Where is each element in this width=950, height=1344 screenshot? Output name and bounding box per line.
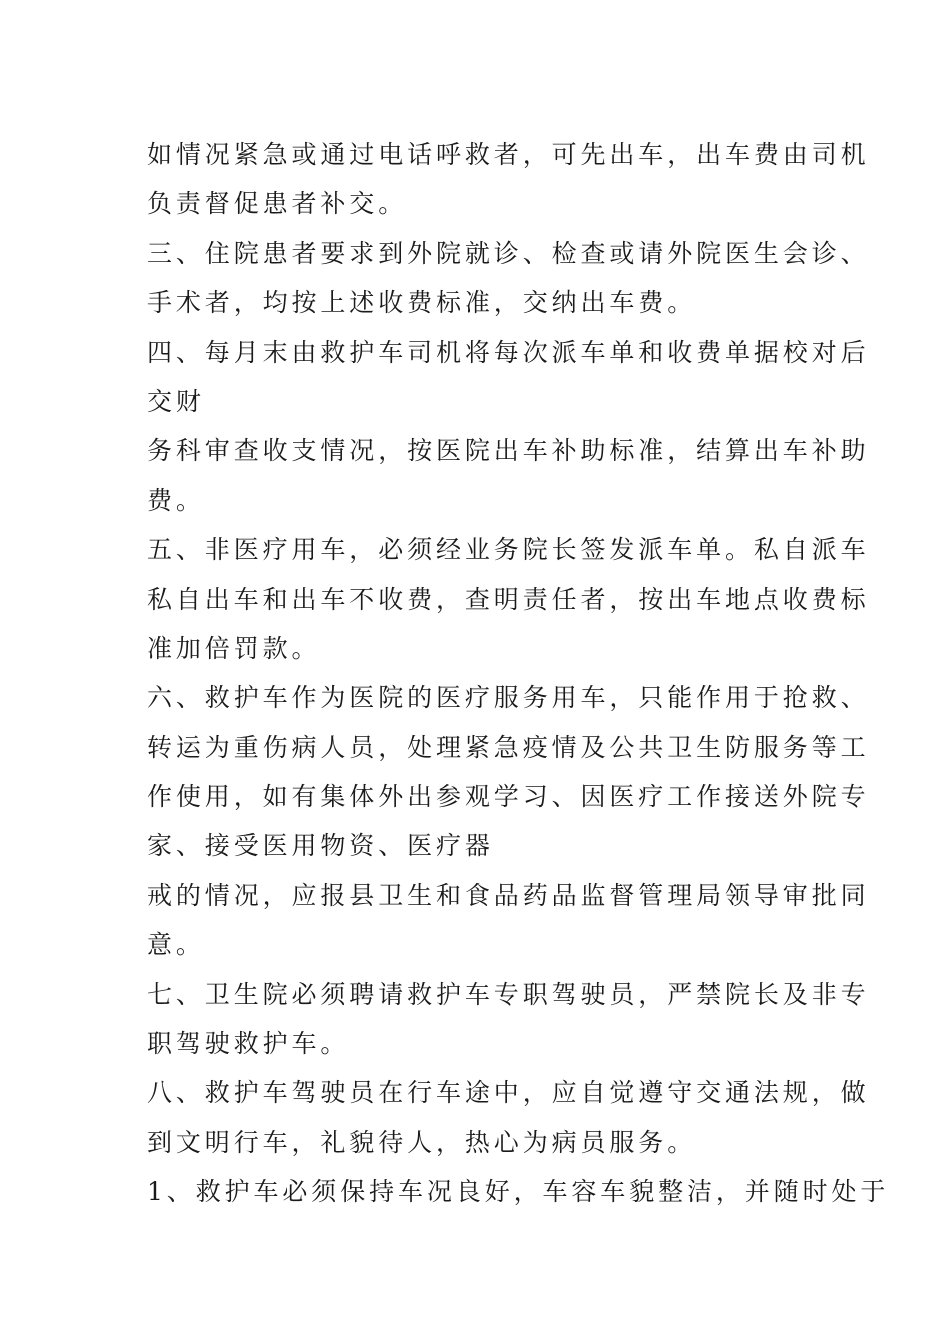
text-line: 八、救护车驾驶员在行车途中，应自觉遵守交通法规，做 — [147, 1078, 870, 1108]
text-line: 到文明行车，礼貌待人，热心为病员服务。 — [147, 1127, 697, 1157]
text-line: 交财 — [147, 386, 205, 416]
text-line: 意。 — [147, 930, 205, 960]
text-line: 戒的情况，应报县卫生和食品药品监督管理局领导审批同 — [147, 880, 870, 910]
document-body — [147, 130, 890, 1217]
text-line: 六、救护车作为医院的医疗服务用车，只能作用于抢救、 — [147, 683, 870, 713]
text-line: 作使用，如有集体外出参观学习、因医疗工作接送外院专 — [147, 782, 870, 812]
text-line: 手术者，均按上述收费标准，交纳出车费。 — [147, 288, 697, 318]
text-line: 如情况紧急或通过电话呼救者，可先出车，出车费由司机 — [147, 140, 870, 169]
text-line: 务科审查收支情况，按医院出车补助标准，结算出车补助 — [147, 436, 870, 466]
text-line: 四、每月末由救护车司机将每次派车单和收费单据校对后 — [147, 337, 870, 367]
text-line: 转运为重伤病人员，处理紧急疫情及公共卫生防服务等工 — [147, 732, 870, 762]
text-line: 五、非医疗用车，必须经业务院长签发派车单。私自派车 — [147, 535, 870, 565]
text-line: 三、住院患者要求到外院就诊、检查或请外院医生会诊、 — [147, 238, 870, 268]
text-line: 准加倍罚款。 — [147, 633, 321, 663]
text-line: 私自出车和出车不收费，查明责任者，按出车地点收费标 — [147, 584, 870, 614]
text-line: 费。 — [147, 485, 205, 515]
text-line: 负责督促患者补交。 — [147, 189, 408, 219]
text-line: 职驾驶救护车。 — [147, 1029, 350, 1059]
text-line: 家、接受医用物资、医疗器 — [147, 831, 494, 861]
text-line: 1、救护车必须保持车况良好，车容车貌整洁，并随时处于 — [147, 1177, 890, 1207]
text-line: 七、卫生院必须聘请救护车专职驾驶员，严禁院长及非专 — [147, 979, 870, 1009]
